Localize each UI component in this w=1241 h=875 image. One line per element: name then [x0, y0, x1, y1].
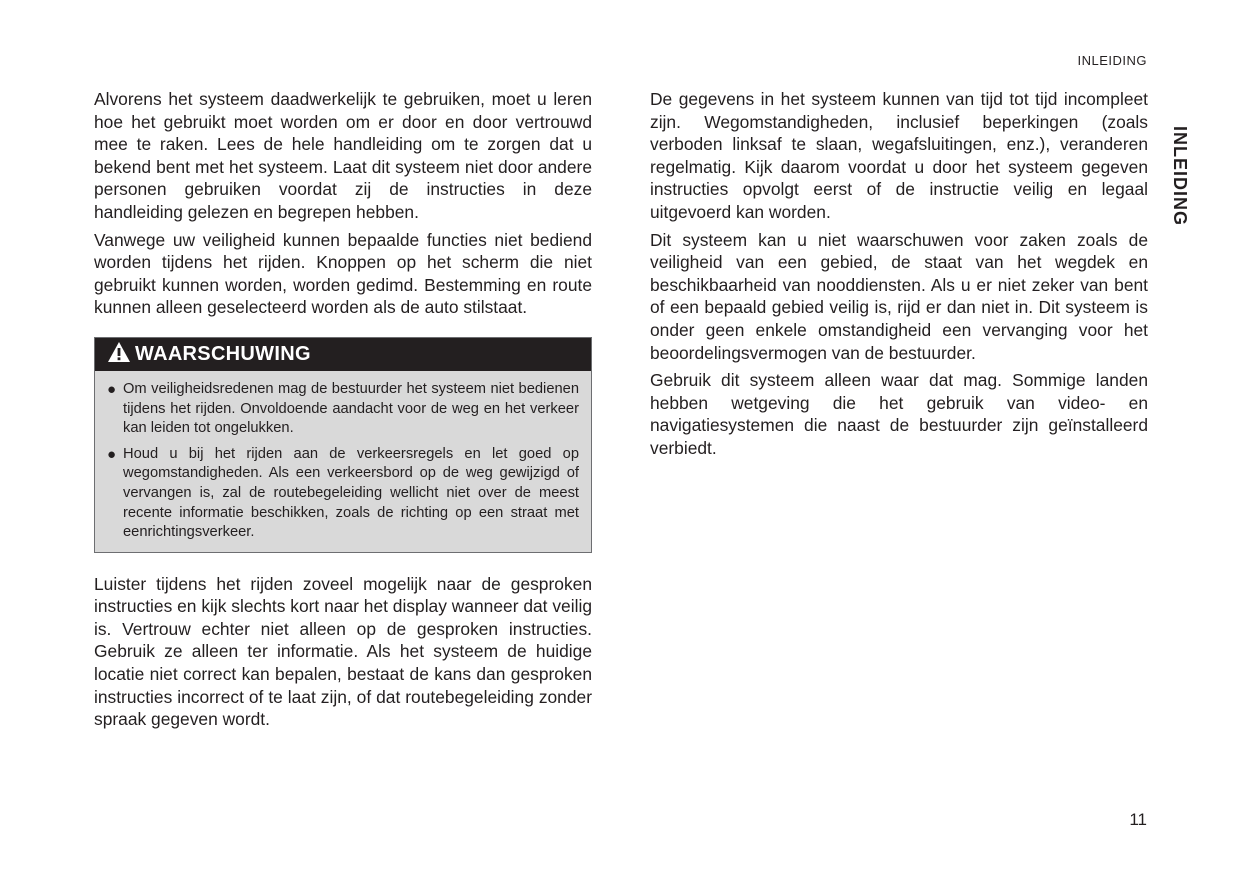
safety-paragraph: Vanwege uw veiligheid kunnen bepaalde functies niet bediend worden tijdens het rijden. Knoppen op het scherm die niet gebruikt kunnen worden, worden gedimd. Bestemming en route kunnen alleen geselecteerd worden als de auto stilstaat.: [94, 229, 592, 318]
left-column: [94, 88, 592, 736]
section-header: INLEIDING: [1077, 53, 1147, 68]
voice-guidance-paragraph: Luister tijdens het rijden zoveel mogelijk naar de gesproken instructies en kijk slechts kort naar het display wanneer dat veilig is. Vertrouw echter niet alleen op de gesproken instructies. Gebruik ze alleen ter informatie. Als het systeem de huidige locatie niet correct kan bepalen, bestaat de kans dan gesproken instructies incorrect of te laat zijn, of dat routebegeleiding zonder spraak gegeven wordt.: [94, 573, 592, 730]
warning-triangle-icon: [107, 341, 135, 369]
data-accuracy-paragraph: De gegevens in het systeem kunnen van tijd tot tijd incompleet zijn. Wegomstandigheden, inclusief beperkingen (zoals verboden linksaf te slaan, wegafsluitingen, enz.), veranderen regelmatig. Kijk daarom voordat u door het systeem gegeven instructies opvolgt eerst of de instructie veilig en legaal uitgevoerd kan worden.: [650, 89, 1148, 222]
warning-body: [95, 371, 591, 552]
page-number: 11: [1129, 810, 1147, 829]
area-safety-paragraph: Dit systeem kan u niet waarschuwen voor zaken zoals de veiligheid van een gebied, de staat van het wegdek en beschikbaarheid van nooddiensten. Als u er niet zeker van bent of een bepaald gebied veilig is, rijd er dan niet in. Dit systeem is onder geen enkele omstandigheid een vervanging voor het beoordelingsvermogen van de bestuurder.: [650, 229, 1148, 363]
bullet-icon: ●: [107, 445, 117, 463]
bullet-icon: ●: [107, 380, 117, 398]
warning-item: [107, 380, 579, 439]
warning-item: [107, 445, 579, 543]
warning-header: [95, 338, 591, 371]
intro-paragraph: Alvorens het systeem daadwerkelijk te gebruiken, moet u leren hoe het gebruikt moet worden om er door en door vertrouwd mee te raken. Lees de hele handleiding om te zorgen dat u bekend bent met het systeem. Laat dit systeem niet door andere personen gebruiken voordat zij de instructies in deze handleiding gelezen en begrepen hebben.: [94, 89, 592, 222]
warning-item-text: Houd u bij het rijden aan de verkeersregels en let goed op wegomstandigheden. Als een verkeersbord op de weg gewijzigd of vervangen is, zal de routebegeleiding wellicht niet over de meest recente informatie beschikken, zoals de richting op een straat met eenrichtingsverkeer.: [123, 445, 579, 541]
right-column: [650, 88, 1148, 465]
side-tab-label: INLEIDING: [1170, 126, 1190, 227]
warning-title: WAARSCHUWING: [135, 343, 311, 366]
warning-box: [94, 337, 592, 553]
warning-item-text: Om veiligheidsredenen mag de bestuurder het systeem niet bedienen tijdens het rijden. Onvoldoende aandacht voor de weg en het verkeer kan leiden tot ongelukken.: [123, 380, 579, 437]
legal-use-paragraph: Gebruik dit systeem alleen waar dat mag. Sommige landen hebben wetgeving die het gebruik van video- en navigatiesystemen die naast de bestuurder zijn geïnstalleerd verbiedt.: [650, 370, 1148, 458]
